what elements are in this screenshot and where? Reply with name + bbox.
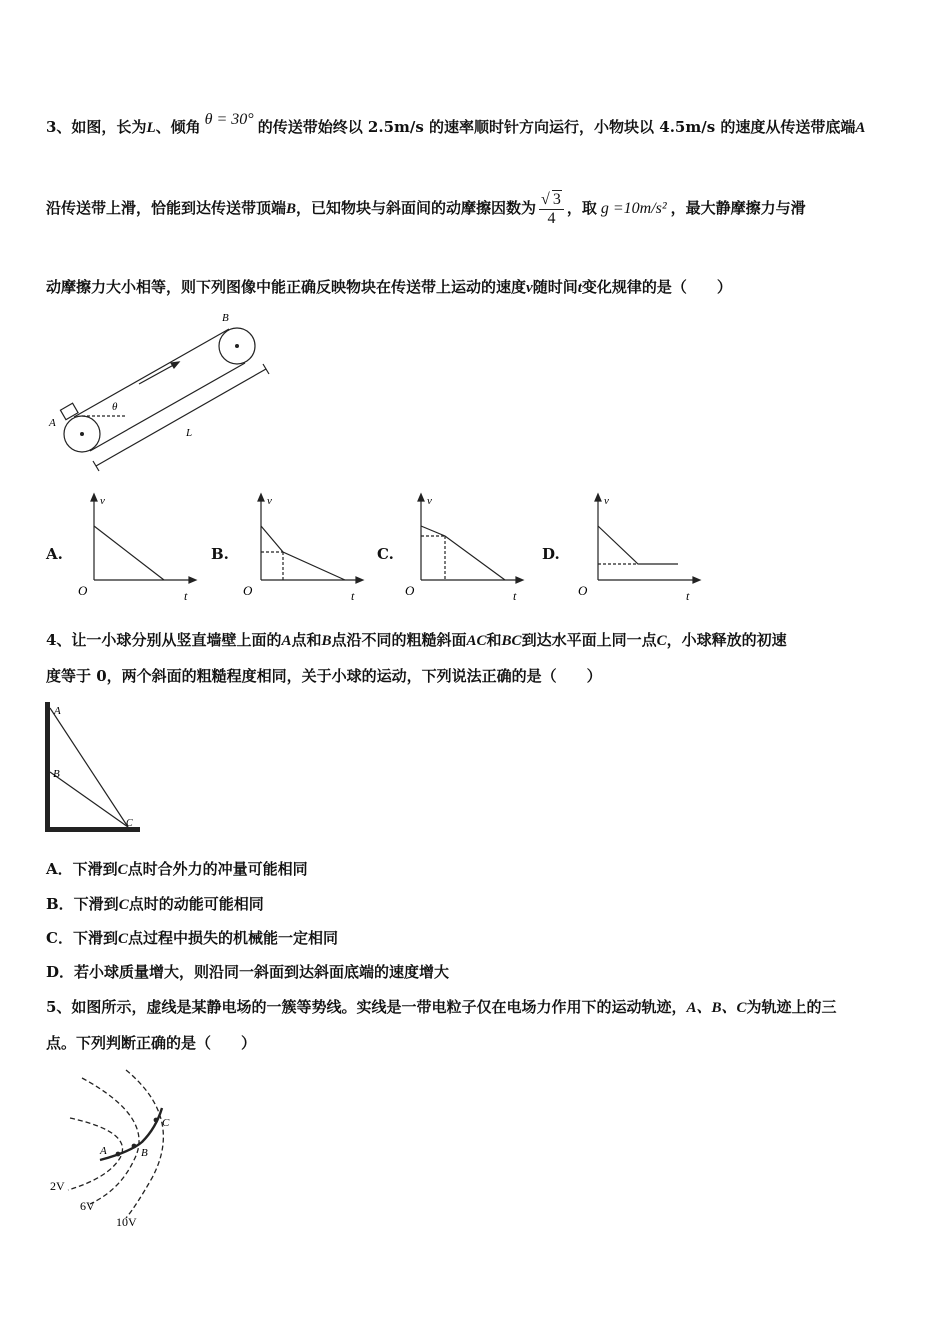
point-B [132, 1144, 137, 1149]
label-theta: θ [112, 401, 118, 413]
graph-A[interactable] [70, 492, 200, 602]
q4-option-B[interactable]: B．下滑到C点时的动能可能相同 [46, 895, 264, 913]
q3-theta-expr: θ = 30° [204, 111, 254, 128]
q3-var-A: A [855, 120, 866, 136]
svg-text:B: B [53, 768, 60, 780]
svg-text:O: O [405, 583, 415, 598]
label-B: B [222, 312, 229, 324]
equipotential-10V [126, 1070, 163, 1218]
svg-text:A: A [54, 705, 61, 717]
option-B-label[interactable]: B. [211, 545, 229, 563]
slope-AC [50, 708, 128, 827]
svg-text:v: v [267, 495, 272, 507]
svg-text:t: t [351, 589, 355, 602]
svg-text:O: O [243, 583, 253, 598]
v-t-line [598, 526, 678, 564]
svg-text:v: v [427, 495, 432, 507]
q4-option-A[interactable]: A．下滑到C点时合外力的冲量可能相同 [46, 860, 308, 878]
svg-text:C: C [126, 818, 133, 829]
q3-g-expr: g =10m/s² [600, 200, 667, 217]
slope-BC [50, 772, 128, 827]
svg-text:t: t [184, 589, 188, 602]
svg-text:t: t [686, 589, 690, 602]
svg-text:O: O [78, 583, 88, 598]
q4-option-C[interactable]: C．下滑到C点过程中损失的机械能一定相同 [46, 929, 338, 947]
graph-B[interactable] [237, 492, 367, 602]
option-D-label[interactable]: D. [542, 545, 560, 563]
option-C-label[interactable]: C. [377, 545, 394, 563]
q3-text: ，取 [566, 199, 597, 217]
svg-text:v: v [100, 495, 105, 507]
q3-line-2 [46, 190, 806, 228]
q3-line-1 [46, 111, 866, 137]
svg-text:t: t [513, 589, 517, 602]
graph-C[interactable] [397, 492, 527, 602]
svg-text:O: O [578, 583, 588, 598]
length-line [96, 369, 266, 466]
equipotential-figure [44, 1066, 214, 1236]
q3-text: 变化规律的是（ ） [581, 278, 732, 296]
v-t-line [421, 526, 505, 580]
equipotential-2V [68, 1118, 123, 1190]
q3-var-t: t [577, 280, 582, 296]
label-L: L [186, 427, 193, 439]
arrow-head [171, 362, 179, 368]
wall-slope-figure [40, 700, 150, 838]
option-A-label[interactable]: A. [46, 545, 63, 563]
q3-var-B: B [286, 201, 297, 217]
q3-text: 3、如图，长为 [46, 118, 147, 136]
q3-text: 的传送带始终以 2.5m/s 的速率顺时针方向运行，小物块以 4.5m/s 的速度从传送带底端 [257, 118, 856, 136]
equipotential-6V [82, 1078, 139, 1204]
q3-text: 随时间 [532, 278, 578, 296]
q3-text: ，已知物块与斜面间的动摩擦因数为 [296, 199, 537, 217]
q3-var-v: v [526, 280, 533, 296]
q3-line-3 [46, 276, 732, 297]
q4-line-2: 度等于 0，两个斜面的粗糙程度相同，关于小球的运动，下列说法正确的是（ ） [46, 667, 602, 685]
svg-text:B: B [141, 1147, 148, 1159]
conveyor-belt-figure [44, 306, 284, 476]
svg-text:6V: 6V [80, 1199, 95, 1213]
q4-option-D[interactable]: D．若小球质量增大，则沿同一斜面到达斜面底端的速度增大 [46, 963, 450, 981]
svg-text:2V: 2V [50, 1179, 65, 1193]
svg-text:C: C [162, 1117, 170, 1129]
q5-line-1: 5、如图所示，虚线是某静电场的一簇等势线。实线是一带电粒子仅在电场力作用下的运动轨迹，A、B、C为轨迹上的三 [46, 998, 837, 1016]
svg-text:v: v [604, 495, 609, 507]
q5-line-2: 点。下列判断正确的是（ ） [46, 1034, 257, 1052]
svg-text:10V: 10V [116, 1215, 137, 1229]
q3-var-L: L [146, 120, 156, 136]
v-t-line [261, 526, 345, 580]
q3-text: 动摩擦力大小相等，则下列图像中能正确反映物块在传送带上运动的速度 [46, 278, 527, 296]
mu-fraction: $\frac{√ 3}{4}$ [539, 190, 564, 228]
graph-D[interactable] [574, 492, 704, 602]
point-C [154, 1118, 159, 1123]
v-t-line [94, 526, 164, 580]
q3-text: 、倾角 [155, 118, 201, 136]
q3-text: ，最大静摩擦力与滑 [670, 199, 806, 217]
point-A [116, 1152, 121, 1157]
trajectory [100, 1108, 162, 1160]
q4-line-1: 4、让一小球分别从竖直墙壁上面的A点和B点沿不同的粗糙斜面AC和BC到达水平面上同一点C，小球释放的初速 [46, 631, 787, 649]
svg-text:A: A [100, 1145, 107, 1157]
q3-text: 沿传送带上滑，恰能到达传送带顶端 [46, 199, 287, 217]
label-A: A [49, 417, 56, 429]
